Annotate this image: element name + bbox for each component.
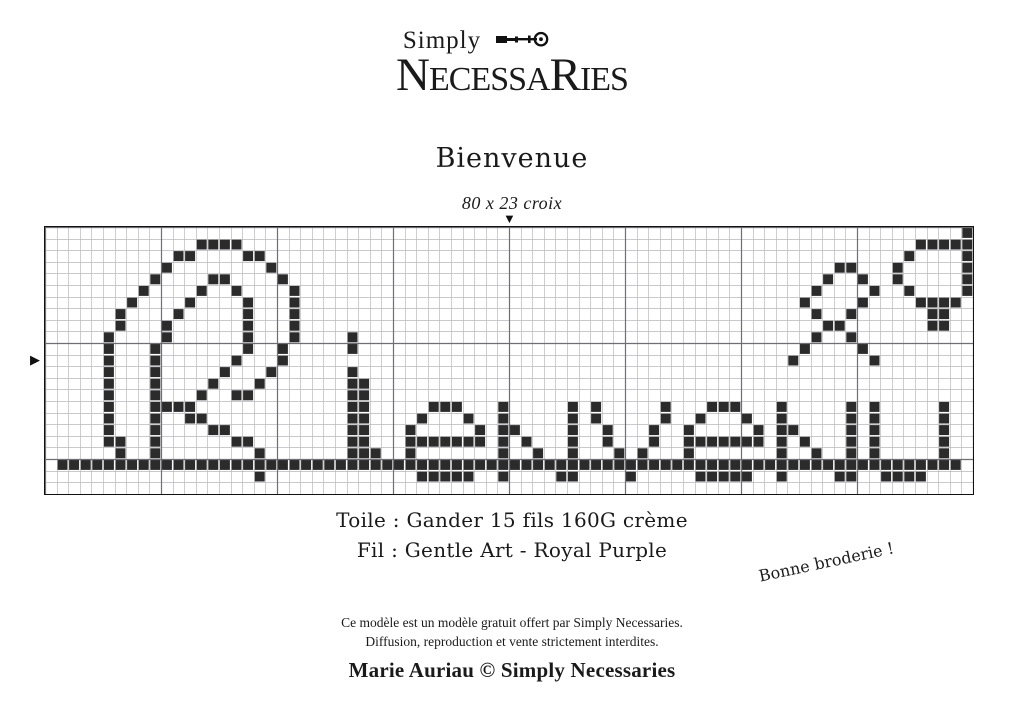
page-title: Bienvenue — [435, 143, 589, 174]
cross-stitch-chart — [44, 226, 974, 495]
center-marker-left: ▶ — [30, 351, 40, 367]
legal-notice — [0, 613, 1024, 651]
logo-letter-r: R — [549, 48, 580, 101]
logo-wordmark — [0, 48, 1024, 101]
logo-letters-ecessa: ECESSA — [429, 60, 550, 98]
thread-line: Fil : Gentle Art - Royal Purple — [356, 538, 668, 562]
logo-letters-ies: IES — [579, 60, 628, 98]
chart-size-label: 80 x 23 croix — [461, 193, 563, 213]
brand-logo — [0, 28, 1024, 99]
center-marker-top: ▼ — [503, 211, 516, 226]
legal-line-1: Ce modèle est un modèle gratuit offert par Simply Necessaries. — [341, 615, 683, 630]
logo-simply-text: Simply — [402, 27, 482, 54]
chart-grid — [44, 226, 974, 495]
logo-letter-n: N — [396, 48, 429, 101]
greeting-note: Bonne broderie ! — [757, 538, 896, 586]
key-icon — [495, 30, 549, 53]
chart-canvas — [45, 227, 973, 494]
author-credit: Marie Auriau © Simply Necessaries — [348, 658, 676, 682]
legal-line-2: Diffusion, reproduction et vente strictement interdites. — [365, 634, 659, 649]
fabric-line: Toile : Gander 15 fils 160G crème — [336, 508, 688, 532]
